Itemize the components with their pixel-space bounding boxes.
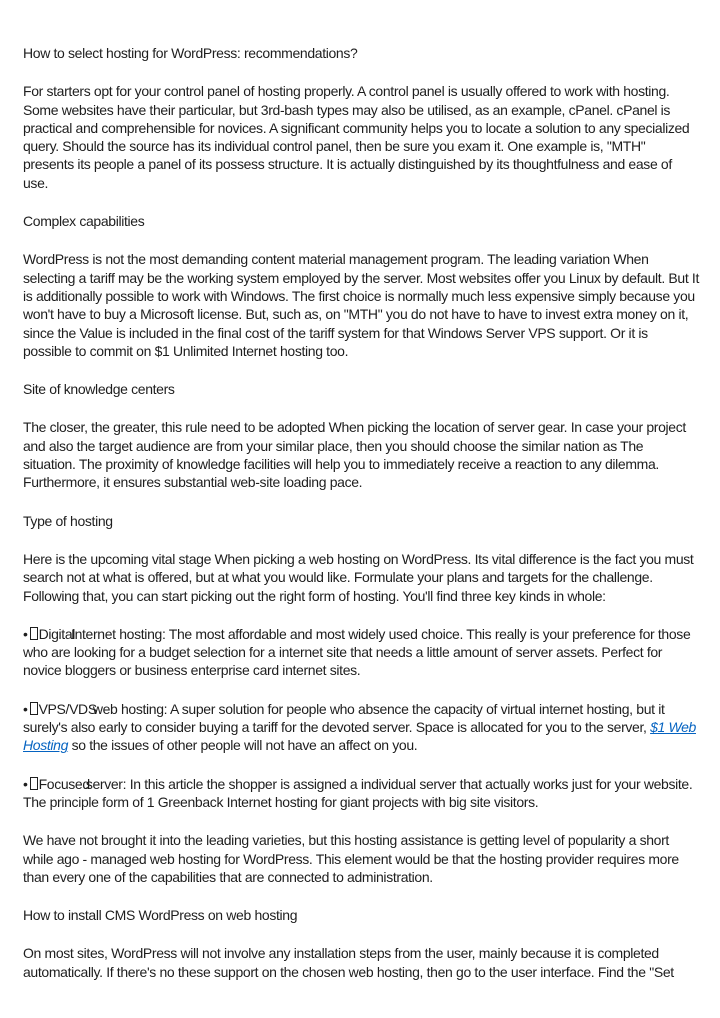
bullet-text-vps-vds-after-link: so the issues of other people will not have an affect on you. xyxy=(68,737,418,754)
heading-how-to-install-cms: How to install CMS WordPress on web hosting xyxy=(23,907,298,924)
bullet-dot-icon: • xyxy=(23,775,28,792)
heading-how-to-select-hosting: How to select hosting for WordPress: recommendations? xyxy=(23,45,358,61)
paragraph-site-of-knowledge-centers: The closer, the greater, this rule need to be adopted When picking the location of server gear. In case your project and also the target audience are from your similar place, then you should choose the similar nation as The situation. The proximity of knowledge facilities will help you to immediately receive a reaction to any dilemma. Furthermore, it ensures substantial web-site loading pace. xyxy=(23,419,686,491)
bullet-item-focused-server xyxy=(23,775,699,812)
bullet-text-digital: Internet hosting: The most affordable and most widely used choice. This really is your preference for those who are looking for a budget selection for a internet site that needs a little amount of server assets. Perfect for novice bloggers or business enterprise card internet sites. xyxy=(23,625,691,679)
paragraph-install-steps: On most sites, WordPress will not involve any installation steps from the user, mainly because it is completed automatically. If there's no these support on the chosen web hosting, then go to the user interface. Find the "Set xyxy=(23,945,674,980)
bullet-lead-digital: Digital xyxy=(38,625,76,642)
missing-glyph-box-icon xyxy=(30,702,38,715)
paragraph-type-of-hosting: Here is the upcoming vital stage When picking a web hosting on WordPress. Its vital difference is the fact you must search not at what is offered, but at what you would like. Formulate your plans and targets for the challenge. Following that, you can start picking out the right form of hosting. You'll find three key kinds in whole: xyxy=(23,550,694,604)
missing-glyph-box-icon xyxy=(30,777,38,790)
heading-complex-capabilities: Complex capabilities xyxy=(23,213,145,230)
bullet-item-digital-hosting xyxy=(23,625,699,680)
bullet-lead-vps-vds: VPS/VDS xyxy=(38,700,97,717)
bullet-dot-icon: • xyxy=(23,700,28,717)
bullet-text-vps-vds: web hosting: A super solution for people who absence the capacity of virtual internet hosting, but it surely's also early to consider buying a tariff for the devoted server. Space is allocated for you to the server, xyxy=(23,700,665,736)
bullet-lead-focused: Focused xyxy=(38,775,90,792)
bullet-item-vps-vds-hosting xyxy=(23,700,699,755)
paragraph-managed-hosting: We have not brought it into the leading varieties, but this hosting assistance is getting level of popularity a short while ago - managed web hosting for WordPress. This element would be that the hosting provider requires more than every one of the capabilities that are connected to administration. xyxy=(23,832,679,885)
bullet-dot-icon: • xyxy=(23,625,28,642)
dollar-one-web-hosting-link[interactable]: $1 Web Hosting xyxy=(23,719,696,754)
bullet-text-focused: server: In this article the shopper is assigned a individual server that actually works just for your website. The principle form of 1 Greenback Internet hosting for giant projects with big site visitors. xyxy=(23,775,693,810)
missing-glyph-box-icon xyxy=(30,627,38,640)
heading-site-of-knowledge-centers: Site of knowledge centers xyxy=(23,381,175,398)
heading-type-of-hosting: Type of hosting xyxy=(23,512,113,529)
paragraph-control-panel: For starters opt for your control panel of hosting properly. A control panel is usually offered to work with hosting. Some websites have their particular, but 3rd-bash types may also be utilised, as an example, cPanel. cPanel is practical and comprehensible for novices. A significant community helps you to locate a solution to any specialized query. Should the source has its individual control panel, then be sure you exam it. One example is, "MTH" presents its people a panel of its possess structure. It is actually distinguished by its thoughtfulness and ease of use. xyxy=(23,83,690,191)
paragraph-complex-capabilities: WordPress is not the most demanding content material management program. The leading variation When selecting a tariff may be the working system employed by the server. Most websites offer you Linux by default. But It is additionally possible to work with Windows. The first choice is normally much less expensive simply because you won't have to buy a Microsoft license. But, such as, on "MTH" you do not have to have to invest extra money on it, since the Value is included in the final cost of the tariff system for that Windows Server VPS support. Or it is possible to commit on $1 Unlimited Internet hosting too. xyxy=(23,251,699,359)
